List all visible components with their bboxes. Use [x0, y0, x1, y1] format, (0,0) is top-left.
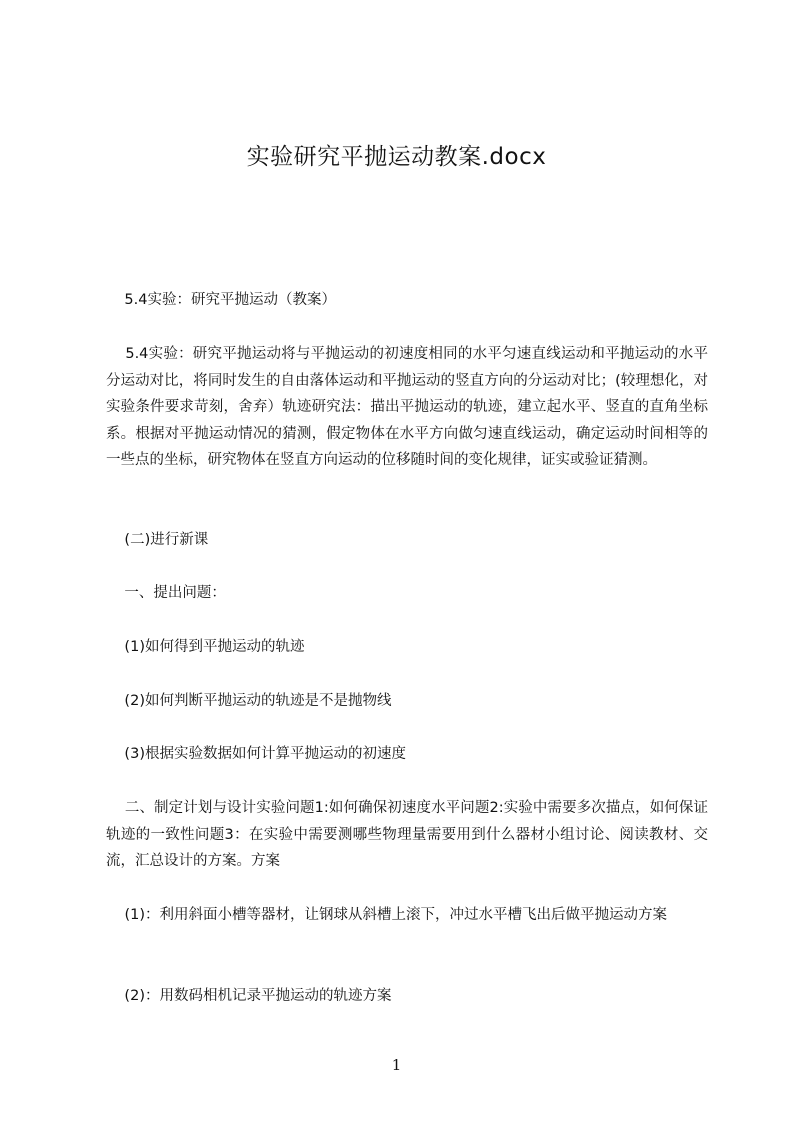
section-heading-questions: 一、提出问题： [106, 585, 226, 601]
document-subtitle: 5.4实验：研究平抛运动（教案） [106, 292, 336, 308]
question-item-2: (2)如何判断平抛运动的轨迹是不是抛物线 [106, 693, 392, 709]
question-item-1: (1)如何得到平抛运动的轨迹 [106, 639, 305, 655]
scheme-paragraph-1: (1)：利用斜面小槽等器材，让钢球从斜槽上滚下，冲过水平槽飞出后做平抛运动方案 [106, 907, 667, 923]
document-title: 实验研究平抛运动教案.docx [246, 144, 547, 170]
scheme-paragraph-2: (2)：用数码相机记录平抛运动的轨迹方案 [106, 988, 392, 1004]
plan-paragraph: 二、制定计划与设计实验问题1:如何确保初速度水平问题2:实验中需要多次描点，如何保证轨迹的一致性问题3：在实验中需要测哪些物理量需要用到什么器材小组讨论、阅读教材、交流，汇总设计的方案。方案 [106, 800, 709, 869]
intro-paragraph: 5.4实验：研究平抛运动将与平抛运动的初速度相同的水平匀速直线运动和平抛运动的水平分运动对比，将同时发生的自由落体运动和平抛运动的竖直方向的分运动对比；(较理想化，对实验条件要求苛刻，舍弃）轨迹研究法：描出平抛运动的轨迹，建立起水平、竖直的直角坐标系。根据对平抛运动情况的猜测，假定物体在水平方向做匀速直线运动，确定运动时间相等的一些点的坐标，研究物体在竖直方向运动的位移随时间的变化规律，证实或验证猜测。 [106, 346, 708, 468]
question-item-3: (3)根据实验数据如何计算平抛运动的初速度 [106, 746, 406, 762]
page-number: 1 [391, 1056, 402, 1074]
section-heading-new-lesson: (二)进行新课 [106, 532, 209, 548]
